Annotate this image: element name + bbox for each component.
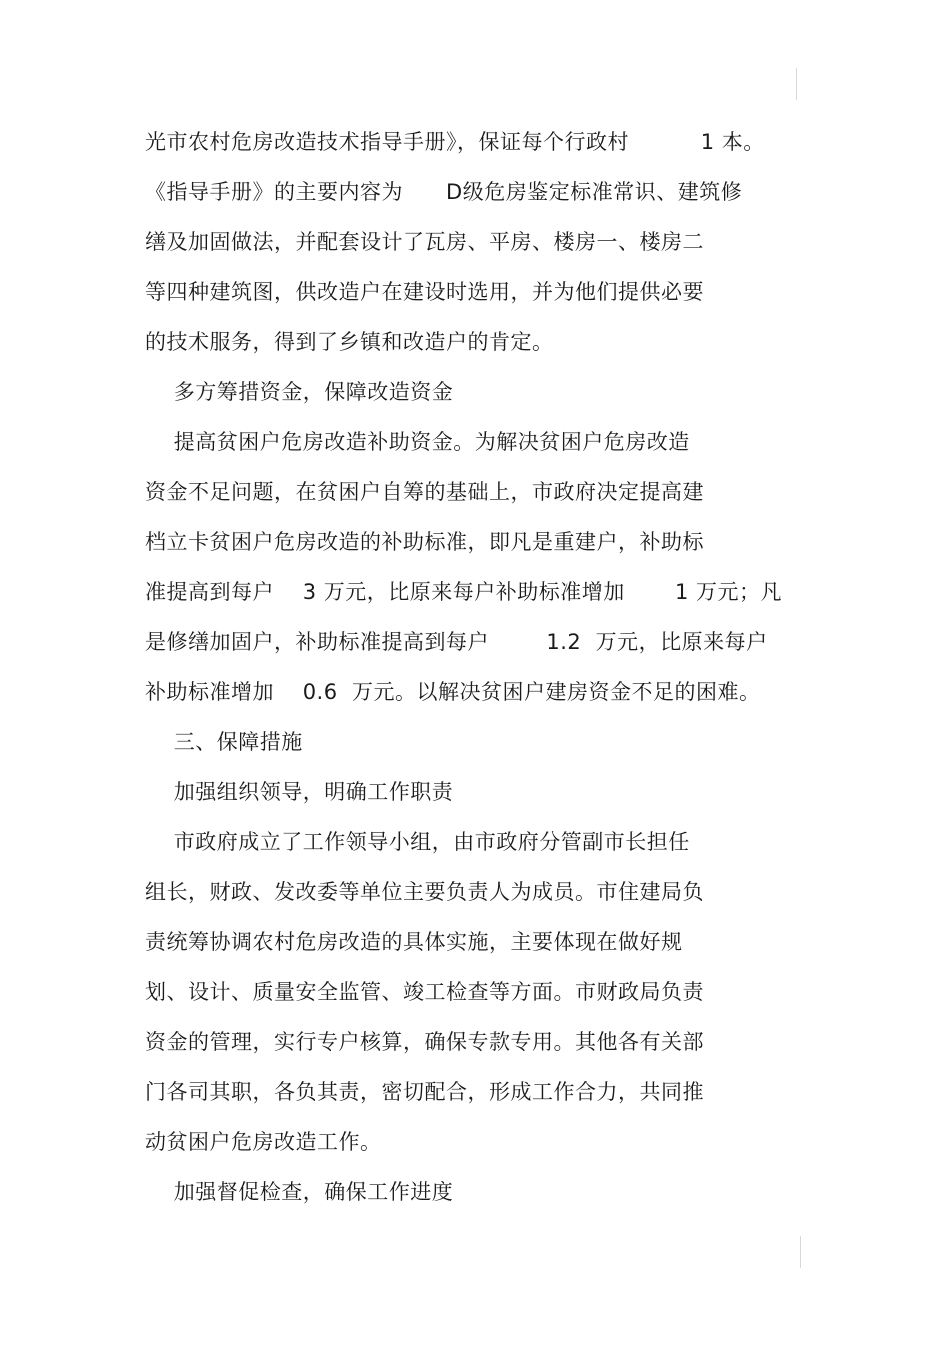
margin-mark-top [796, 68, 797, 100]
body-line-10: 准提高到每户 3 万元，比原来每户补助标准增加 1 万元；凡 [145, 580, 782, 604]
body-line-3: 缮及加固做法，并配套设计了瓦房、平房、楼房一、楼房二 [145, 230, 704, 254]
body-line-5: 的技术服务，得到了乡镇和改造户的肯定。 [145, 330, 554, 354]
section-heading-measures: 三、保障措施 [145, 730, 303, 754]
body-line-11: 是修缮加固户，补助标准提高到每户 1.2 万元，比原来每户 [145, 630, 768, 654]
body-line-17: 责统筹协调农村危房改造的具体实施，主要体现在做好规 [145, 930, 683, 954]
margin-mark-bottom [800, 1236, 801, 1268]
body-line-19: 资金的管理，实行专户核算，确保专款专用。其他各有关部 [145, 1030, 704, 1054]
body-line-7: 提高贫困户危房改造补助资金。为解决贫困户危房改造 [145, 430, 690, 454]
body-line-18: 划、设计、质量安全监管、竣工检查等方面。市财政局负责 [145, 980, 704, 1004]
body-line-12: 补助标准增加 0.6 万元。以解决贫困户建房资金不足的困难。 [145, 680, 761, 704]
body-line-9: 档立卡贫困户危房改造的补助标准，即凡是重建户，补助标 [145, 530, 704, 554]
subheading-leadership: 加强组织领导，明确工作职责 [145, 780, 454, 804]
body-line-20: 门各司其职，各负其责，密切配合，形成工作合力，共同推 [145, 1080, 704, 1104]
body-line-21: 动贫困户危房改造工作。 [145, 1130, 382, 1154]
body-line-15: 市政府成立了工作领导小组，由市政府分管副市长担任 [145, 830, 690, 854]
body-line-8: 资金不足问题，在贫困户自筹的基础上，市政府决定提高建 [145, 480, 704, 504]
body-line-16: 组长，财政、发改委等单位主要负责人为成员。市住建局负 [145, 880, 704, 904]
subheading-supervision: 加强督促检查，确保工作进度 [145, 1180, 454, 1204]
body-line-1: 光市农村危房改造技术指导手册》，保证每个行政村 1 本。 [145, 130, 765, 154]
body-line-4: 等四种建筑图，供改造户在建设时选用，并为他们提供必要 [145, 280, 704, 304]
body-line-2: 《指导手册》的主要内容为 D级危房鉴定标准常识、建筑修 [145, 180, 743, 204]
section-heading-funding: 多方筹措资金，保障改造资金 [145, 380, 454, 404]
